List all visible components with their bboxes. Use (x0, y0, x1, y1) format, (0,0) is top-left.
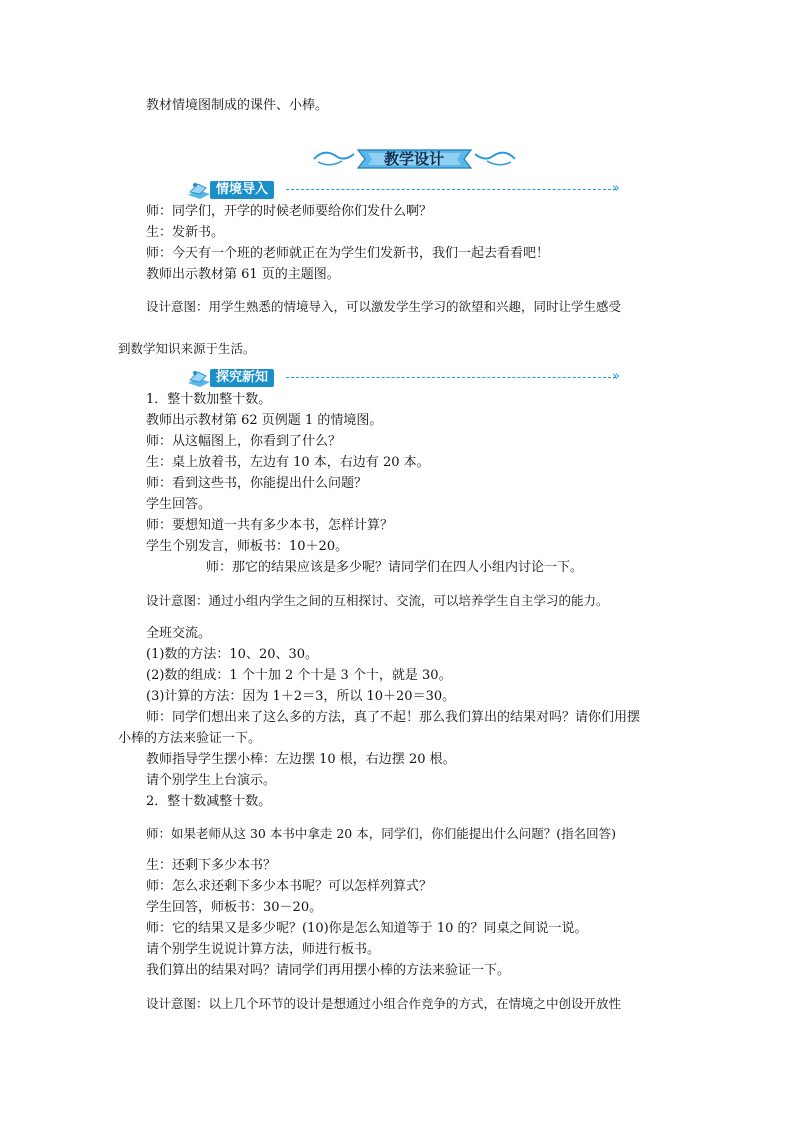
text-line: 学生回答。 (146, 497, 212, 512)
text-line: 小棒的方法来验证一下。 (118, 731, 262, 746)
section-divider (286, 189, 616, 190)
text-line: 请个别学生说说计算方法，师进行板书。 (146, 942, 381, 957)
text-line: (2)数的组成：1 个十加 2 个十是 3 个十，就是 30。 (146, 668, 452, 683)
book-icon (186, 368, 212, 388)
text-line: 教师指导学生摆小棒：左边摆 10 根，右边摆 20 根。 (146, 752, 456, 767)
text-line: 生：发新书。 (146, 225, 225, 240)
text-line: 师：那它的结果应该是多少呢？请同学们在四人小组内讨论一下。 (206, 560, 584, 575)
design-note: 设计意图：通过小组内学生之间的互相探讨、交流，可以培养学生自主学习的能力。 (146, 593, 609, 608)
text-line: 学生个别发言，师板书：10＋20。 (146, 539, 349, 554)
question-line: 师：如果老师从这 30 本书中拿走 20 本，同学们，你们能提出什么问题？(指名回答) (146, 826, 616, 841)
section-header-explore (186, 368, 636, 388)
text-line: 师：它的结果又是多少呢？(10)你是怎么知道等于 10 的？同桌之间说一说。 (146, 921, 588, 936)
text-line: 师：要想知道一共有多少本书，怎样计算？ (146, 518, 394, 533)
text-line: (3)计算的方法：因为 1＋2＝3，所以 10＋20＝30。 (146, 689, 456, 704)
double-arrow-icon: » (612, 369, 620, 384)
text-line: 师：看到这些书，你能提出什么问题？ (146, 476, 368, 491)
section-header-intro (186, 180, 636, 200)
text-line: 师：同学们，开学的时候老师要给你们发什么啊？ (146, 204, 433, 219)
section-title-intro: 情境导入 (210, 181, 274, 199)
banner-title: 教学设计 (383, 150, 444, 168)
text-line: 全班交流。 (146, 626, 212, 641)
text-line: 2．整十数减整十数。 (146, 794, 272, 809)
design-note: 到数学知识来源于生活。 (118, 341, 256, 356)
text-line: 教师出示教材第 62 页例题 1 的情境图。 (146, 413, 383, 428)
text-line: 生：桌上放着书，左边有 10 本，右边有 20 本。 (146, 455, 430, 470)
text-line: 我们算出的结果对吗？请同学们再用摆小棒的方法来验证一下。 (146, 963, 511, 978)
text-line: 1．整十数加整十数。 (146, 392, 272, 407)
section-title-explore: 探究新知 (210, 369, 274, 387)
text-line: 生：还剩下多少本书？ (146, 858, 277, 873)
design-note: 设计意图：以上几个环节的设计是想通过小组合作竞争的方式，在情境之中创设开放性 (146, 996, 622, 1011)
text-line: (1)数的方法：10、20、30。 (146, 647, 319, 662)
book-icon (186, 180, 212, 200)
section-banner (312, 146, 517, 172)
materials-text: 教材情境图制成的课件、小棒。 (146, 98, 329, 113)
text-line: 学生回答，师板书：30－20。 (146, 900, 323, 915)
double-arrow-icon: » (612, 181, 620, 196)
section-divider (286, 377, 616, 378)
design-note: 设计意图：用学生熟悉的情境导入，可以激发学生学习的欲望和兴趣，同时让学生感受 (146, 299, 622, 314)
text-line: 请个别学生上台演示。 (146, 773, 277, 788)
text-line: 教师出示教材第 61 页的主题图。 (146, 267, 340, 282)
text-line: 师：从这幅图上，你看到了什么？ (146, 434, 342, 449)
text-line: 师：同学们想出来了这么多的方法，真了不起！那么我们算出的结果对吗？请你们用摆 (146, 710, 641, 725)
text-line: 师：今天有一个班的老师就正在为学生们发新书，我们一起去看看吧！ (146, 246, 550, 261)
text-line: 师：怎么求还剩下多少本书呢？可以怎样列算式？ (146, 879, 433, 894)
